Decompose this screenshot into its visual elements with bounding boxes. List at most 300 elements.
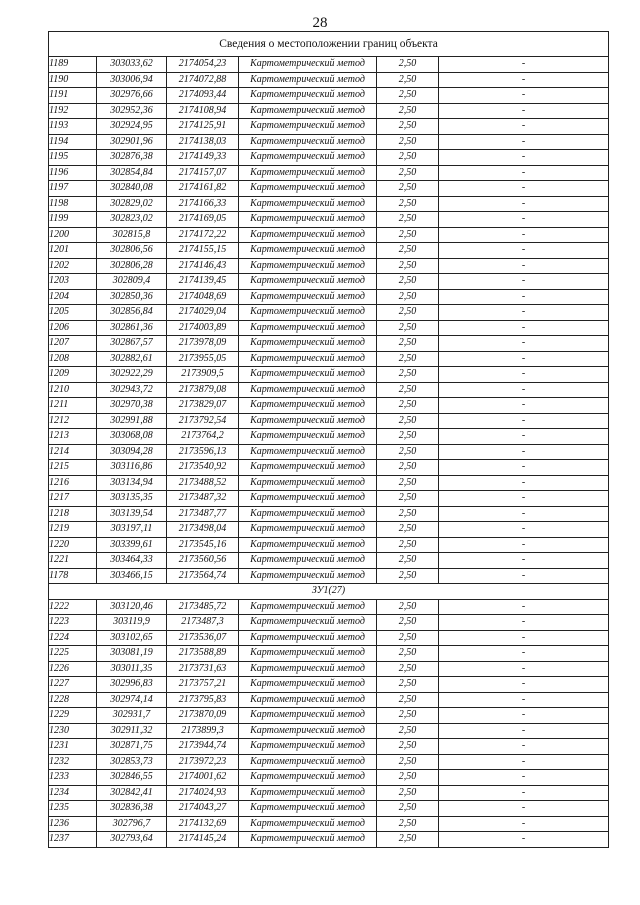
point-number-cell: 1214 [49, 444, 97, 460]
point-number-cell: 1230 [49, 723, 97, 739]
table-row [49, 103, 609, 119]
description-cell: - [439, 754, 609, 770]
table-row [49, 258, 609, 274]
y-coordinate-cell: 2173792,54 [167, 413, 239, 429]
method-cell: Картометрический метод [239, 88, 377, 104]
method-cell: Картометрический метод [239, 630, 377, 646]
description-cell: - [439, 568, 609, 584]
accuracy-cell: 2,50 [377, 444, 439, 460]
table-row [49, 212, 609, 228]
y-coordinate-cell: 2173955,05 [167, 351, 239, 367]
accuracy-cell: 2,50 [377, 770, 439, 786]
x-coordinate-cell: 302871,75 [97, 739, 167, 755]
x-coordinate-cell: 303006,94 [97, 72, 167, 88]
accuracy-cell: 2,50 [377, 382, 439, 398]
accuracy-cell: 2,50 [377, 723, 439, 739]
method-cell: Картометрический метод [239, 832, 377, 848]
accuracy-cell: 2,50 [377, 351, 439, 367]
y-coordinate-cell: 2173487,3 [167, 615, 239, 631]
y-coordinate-cell: 2173487,32 [167, 491, 239, 507]
accuracy-cell: 2,50 [377, 568, 439, 584]
method-cell: Картометрический метод [239, 103, 377, 119]
y-coordinate-cell: 2174169,05 [167, 212, 239, 228]
point-number-cell: 1210 [49, 382, 97, 398]
x-coordinate-cell: 302924,95 [97, 119, 167, 135]
y-coordinate-cell: 2173487,77 [167, 506, 239, 522]
method-cell: Картометрический метод [239, 785, 377, 801]
table-row [49, 661, 609, 677]
point-number-cell: 1217 [49, 491, 97, 507]
method-cell: Картометрический метод [239, 723, 377, 739]
accuracy-cell: 2,50 [377, 227, 439, 243]
method-cell: Картометрический метод [239, 150, 377, 166]
description-cell: - [439, 801, 609, 817]
point-number-cell: 1201 [49, 243, 97, 259]
method-cell: Картометрический метод [239, 599, 377, 615]
accuracy-cell: 2,50 [377, 119, 439, 135]
accuracy-cell: 2,50 [377, 274, 439, 290]
table-row [49, 739, 609, 755]
x-coordinate-cell: 302846,55 [97, 770, 167, 786]
y-coordinate-cell: 2174024,93 [167, 785, 239, 801]
table-row [49, 57, 609, 73]
description-cell: - [439, 723, 609, 739]
accuracy-cell: 2,50 [377, 243, 439, 259]
x-coordinate-cell: 302815,8 [97, 227, 167, 243]
description-cell: - [439, 258, 609, 274]
x-coordinate-cell: 302952,36 [97, 103, 167, 119]
method-cell: Картометрический метод [239, 382, 377, 398]
x-coordinate-cell: 303135,35 [97, 491, 167, 507]
y-coordinate-cell: 2173909,5 [167, 367, 239, 383]
accuracy-cell: 2,50 [377, 708, 439, 724]
accuracy-cell: 2,50 [377, 103, 439, 119]
x-coordinate-cell: 302806,56 [97, 243, 167, 259]
y-coordinate-cell: 2174029,04 [167, 305, 239, 321]
y-coordinate-cell: 2173588,89 [167, 646, 239, 662]
description-cell: - [439, 289, 609, 305]
point-number-cell: 1195 [49, 150, 97, 166]
method-cell: Картометрический метод [239, 568, 377, 584]
method-cell: Картометрический метод [239, 677, 377, 693]
x-coordinate-cell: 303116,86 [97, 460, 167, 476]
y-coordinate-cell: 2174166,33 [167, 196, 239, 212]
y-coordinate-cell: 2173560,56 [167, 553, 239, 569]
table-row [49, 88, 609, 104]
y-coordinate-cell: 2174145,24 [167, 832, 239, 848]
point-number-cell: 1208 [49, 351, 97, 367]
table-row [49, 413, 609, 429]
description-cell: - [439, 72, 609, 88]
table-row [49, 196, 609, 212]
table-row [49, 785, 609, 801]
x-coordinate-cell: 302850,36 [97, 289, 167, 305]
method-cell: Картометрический метод [239, 289, 377, 305]
y-coordinate-cell: 2174043,27 [167, 801, 239, 817]
description-cell: - [439, 816, 609, 832]
description-cell: - [439, 599, 609, 615]
accuracy-cell: 2,50 [377, 196, 439, 212]
accuracy-cell: 2,50 [377, 661, 439, 677]
table-row [49, 537, 609, 553]
description-cell: - [439, 413, 609, 429]
point-number-cell: 1223 [49, 615, 97, 631]
table-row [49, 630, 609, 646]
accuracy-cell: 2,50 [377, 367, 439, 383]
x-coordinate-cell: 302970,38 [97, 398, 167, 414]
table-row [49, 227, 609, 243]
accuracy-cell: 2,50 [377, 258, 439, 274]
method-cell: Картометрический метод [239, 134, 377, 150]
description-cell: - [439, 181, 609, 197]
method-cell: Картометрический метод [239, 475, 377, 491]
accuracy-cell: 2,50 [377, 832, 439, 848]
method-cell: Картометрический метод [239, 57, 377, 73]
table-row [49, 708, 609, 724]
x-coordinate-cell: 302823,02 [97, 212, 167, 228]
table-row [49, 119, 609, 135]
table-row [49, 181, 609, 197]
x-coordinate-cell: 302943,72 [97, 382, 167, 398]
x-coordinate-cell: 302867,57 [97, 336, 167, 352]
point-number-cell: 1219 [49, 522, 97, 538]
y-coordinate-cell: 2174146,43 [167, 258, 239, 274]
table-row [49, 429, 609, 445]
method-cell: Картометрический метод [239, 816, 377, 832]
y-coordinate-cell: 2173485,72 [167, 599, 239, 615]
point-number-cell: 1190 [49, 72, 97, 88]
x-coordinate-cell: 303466,15 [97, 568, 167, 584]
y-coordinate-cell: 2174161,82 [167, 181, 239, 197]
y-coordinate-cell: 2174108,94 [167, 103, 239, 119]
method-cell: Картометрический метод [239, 119, 377, 135]
table-row [49, 382, 609, 398]
method-cell: Картометрический метод [239, 243, 377, 259]
accuracy-cell: 2,50 [377, 212, 439, 228]
description-cell: - [439, 661, 609, 677]
y-coordinate-cell: 2173764,2 [167, 429, 239, 445]
method-cell: Картометрический метод [239, 212, 377, 228]
table-title-row [49, 32, 609, 57]
point-number-cell: 1191 [49, 88, 97, 104]
description-cell: - [439, 832, 609, 848]
point-number-cell: 1209 [49, 367, 97, 383]
method-cell: Картометрический метод [239, 398, 377, 414]
accuracy-cell: 2,50 [377, 475, 439, 491]
point-number-cell: 1178 [49, 568, 97, 584]
method-cell: Картометрический метод [239, 305, 377, 321]
table-row [49, 677, 609, 693]
y-coordinate-cell: 2174172,22 [167, 227, 239, 243]
table-row [49, 770, 609, 786]
y-coordinate-cell: 2173829,07 [167, 398, 239, 414]
x-coordinate-cell: 303094,28 [97, 444, 167, 460]
description-cell: - [439, 382, 609, 398]
point-number-cell: 1227 [49, 677, 97, 693]
y-coordinate-cell: 2174054,23 [167, 57, 239, 73]
table-row [49, 801, 609, 817]
point-number-cell: 1212 [49, 413, 97, 429]
y-coordinate-cell: 2174155,15 [167, 243, 239, 259]
method-cell: Картометрический метод [239, 258, 377, 274]
accuracy-cell: 2,50 [377, 305, 439, 321]
method-cell: Картометрический метод [239, 72, 377, 88]
x-coordinate-cell: 302922,29 [97, 367, 167, 383]
description-cell: - [439, 646, 609, 662]
method-cell: Картометрический метод [239, 708, 377, 724]
table-row [49, 165, 609, 181]
accuracy-cell: 2,50 [377, 506, 439, 522]
description-cell: - [439, 367, 609, 383]
description-cell: - [439, 196, 609, 212]
point-number-cell: 1225 [49, 646, 97, 662]
method-cell: Картометрический метод [239, 336, 377, 352]
accuracy-cell: 2,50 [377, 57, 439, 73]
point-number-cell: 1222 [49, 599, 97, 615]
point-number-cell: 1192 [49, 103, 97, 119]
x-coordinate-cell: 302829,02 [97, 196, 167, 212]
y-coordinate-cell: 2173795,83 [167, 692, 239, 708]
x-coordinate-cell: 303464,33 [97, 553, 167, 569]
accuracy-cell: 2,50 [377, 801, 439, 817]
description-cell: - [439, 165, 609, 181]
x-coordinate-cell: 302809,4 [97, 274, 167, 290]
accuracy-cell: 2,50 [377, 413, 439, 429]
method-cell: Картометрический метод [239, 196, 377, 212]
x-coordinate-cell: 302991,88 [97, 413, 167, 429]
description-cell: - [439, 537, 609, 553]
table-row [49, 754, 609, 770]
table-row [49, 274, 609, 290]
method-cell: Картометрический метод [239, 754, 377, 770]
point-number-cell: 1221 [49, 553, 97, 569]
method-cell: Картометрический метод [239, 367, 377, 383]
x-coordinate-cell: 302901,96 [97, 134, 167, 150]
description-cell: - [439, 227, 609, 243]
x-coordinate-cell: 302793,64 [97, 832, 167, 848]
y-coordinate-cell: 2174003,89 [167, 320, 239, 336]
method-cell: Картометрический метод [239, 491, 377, 507]
x-coordinate-cell: 302976,66 [97, 88, 167, 104]
accuracy-cell: 2,50 [377, 88, 439, 104]
method-cell: Картометрический метод [239, 522, 377, 538]
accuracy-cell: 2,50 [377, 615, 439, 631]
description-cell: - [439, 274, 609, 290]
accuracy-cell: 2,50 [377, 646, 439, 662]
description-cell: - [439, 770, 609, 786]
table-row [49, 615, 609, 631]
point-number-cell: 1189 [49, 57, 97, 73]
description-cell: - [439, 692, 609, 708]
x-coordinate-cell: 303134,94 [97, 475, 167, 491]
description-cell: - [439, 785, 609, 801]
boundary-coordinates-table [48, 31, 609, 848]
point-number-cell: 1205 [49, 305, 97, 321]
accuracy-cell: 2,50 [377, 429, 439, 445]
y-coordinate-cell: 2173731,63 [167, 661, 239, 677]
point-number-cell: 1193 [49, 119, 97, 135]
x-coordinate-cell: 302836,38 [97, 801, 167, 817]
accuracy-cell: 2,50 [377, 165, 439, 181]
description-cell: - [439, 630, 609, 646]
table-row [49, 134, 609, 150]
x-coordinate-cell: 302840,08 [97, 181, 167, 197]
x-coordinate-cell: 302796,7 [97, 816, 167, 832]
x-coordinate-cell: 302876,38 [97, 150, 167, 166]
accuracy-cell: 2,50 [377, 630, 439, 646]
x-coordinate-cell: 302911,32 [97, 723, 167, 739]
x-coordinate-cell: 303068,08 [97, 429, 167, 445]
method-cell: Картометрический метод [239, 801, 377, 817]
description-cell: - [439, 212, 609, 228]
method-cell: Картометрический метод [239, 413, 377, 429]
y-coordinate-cell: 2173870,09 [167, 708, 239, 724]
point-number-cell: 1228 [49, 692, 97, 708]
description-cell: - [439, 677, 609, 693]
x-coordinate-cell: 302974,14 [97, 692, 167, 708]
x-coordinate-cell: 302806,28 [97, 258, 167, 274]
method-cell: Картометрический метод [239, 460, 377, 476]
y-coordinate-cell: 2174001,62 [167, 770, 239, 786]
point-number-cell: 1237 [49, 832, 97, 848]
point-number-cell: 1200 [49, 227, 97, 243]
point-number-cell: 1203 [49, 274, 97, 290]
x-coordinate-cell: 303081,19 [97, 646, 167, 662]
y-coordinate-cell: 2173564,74 [167, 568, 239, 584]
description-cell: - [439, 320, 609, 336]
method-cell: Картометрический метод [239, 444, 377, 460]
y-coordinate-cell: 2174138,03 [167, 134, 239, 150]
description-cell: - [439, 57, 609, 73]
table-row [49, 243, 609, 259]
description-cell: - [439, 739, 609, 755]
table-row [49, 367, 609, 383]
table-row [49, 398, 609, 414]
y-coordinate-cell: 2174072,88 [167, 72, 239, 88]
method-cell: Картометрический метод [239, 181, 377, 197]
description-cell: - [439, 491, 609, 507]
table-row [49, 816, 609, 832]
point-number-cell: 1197 [49, 181, 97, 197]
y-coordinate-cell: 2174149,33 [167, 150, 239, 166]
y-coordinate-cell: 2173540,92 [167, 460, 239, 476]
table-row [49, 506, 609, 522]
accuracy-cell: 2,50 [377, 181, 439, 197]
x-coordinate-cell: 302996,83 [97, 677, 167, 693]
method-cell: Картометрический метод [239, 320, 377, 336]
y-coordinate-cell: 2173879,08 [167, 382, 239, 398]
description-cell: - [439, 243, 609, 259]
table-row [49, 150, 609, 166]
accuracy-cell: 2,50 [377, 289, 439, 305]
method-cell: Картометрический метод [239, 351, 377, 367]
method-cell: Картометрический метод [239, 739, 377, 755]
description-cell: - [439, 615, 609, 631]
table-row [49, 289, 609, 305]
accuracy-cell: 2,50 [377, 320, 439, 336]
point-number-cell: 1234 [49, 785, 97, 801]
table-row [49, 568, 609, 584]
accuracy-cell: 2,50 [377, 134, 439, 150]
accuracy-cell: 2,50 [377, 739, 439, 755]
y-coordinate-cell: 2174139,45 [167, 274, 239, 290]
method-cell: Картометрический метод [239, 770, 377, 786]
point-number-cell: 1196 [49, 165, 97, 181]
description-cell: - [439, 88, 609, 104]
y-coordinate-cell: 2174093,44 [167, 88, 239, 104]
y-coordinate-cell: 2173978,09 [167, 336, 239, 352]
accuracy-cell: 2,50 [377, 677, 439, 693]
description-cell: - [439, 522, 609, 538]
y-coordinate-cell: 2174157,07 [167, 165, 239, 181]
accuracy-cell: 2,50 [377, 398, 439, 414]
point-number-cell: 1220 [49, 537, 97, 553]
table-row [49, 305, 609, 321]
description-cell: - [439, 708, 609, 724]
x-coordinate-cell: 302854,84 [97, 165, 167, 181]
y-coordinate-cell: 2173545,16 [167, 537, 239, 553]
table-row [49, 692, 609, 708]
accuracy-cell: 2,50 [377, 692, 439, 708]
y-coordinate-cell: 2174125,91 [167, 119, 239, 135]
accuracy-cell: 2,50 [377, 599, 439, 615]
x-coordinate-cell: 303120,46 [97, 599, 167, 615]
point-number-cell: 1207 [49, 336, 97, 352]
section-label: ЗУ1(27) [49, 584, 609, 600]
accuracy-cell: 2,50 [377, 491, 439, 507]
table-row [49, 646, 609, 662]
x-coordinate-cell: 303197,11 [97, 522, 167, 538]
point-number-cell: 1213 [49, 429, 97, 445]
y-coordinate-cell: 2174048,69 [167, 289, 239, 305]
y-coordinate-cell: 2173972,23 [167, 754, 239, 770]
description-cell: - [439, 553, 609, 569]
method-cell: Картометрический метод [239, 274, 377, 290]
accuracy-cell: 2,50 [377, 553, 439, 569]
y-coordinate-cell: 2173757,21 [167, 677, 239, 693]
table-row [49, 475, 609, 491]
x-coordinate-cell: 302882,61 [97, 351, 167, 367]
x-coordinate-cell: 303033,62 [97, 57, 167, 73]
table-row [49, 522, 609, 538]
page-number: 28 [312, 15, 328, 31]
point-number-cell: 1199 [49, 212, 97, 228]
method-cell: Картометрический метод [239, 646, 377, 662]
x-coordinate-cell: 302853,73 [97, 754, 167, 770]
y-coordinate-cell: 2173596,13 [167, 444, 239, 460]
point-number-cell: 1233 [49, 770, 97, 786]
point-number-cell: 1224 [49, 630, 97, 646]
point-number-cell: 1215 [49, 460, 97, 476]
accuracy-cell: 2,50 [377, 785, 439, 801]
point-number-cell: 1202 [49, 258, 97, 274]
description-cell: - [439, 460, 609, 476]
y-coordinate-cell: 2173498,04 [167, 522, 239, 538]
point-number-cell: 1232 [49, 754, 97, 770]
table-row [49, 336, 609, 352]
point-number-cell: 1211 [49, 398, 97, 414]
accuracy-cell: 2,50 [377, 816, 439, 832]
point-number-cell: 1194 [49, 134, 97, 150]
accuracy-cell: 2,50 [377, 754, 439, 770]
x-coordinate-cell: 303119,9 [97, 615, 167, 631]
x-coordinate-cell: 302931,7 [97, 708, 167, 724]
method-cell: Картометрический метод [239, 506, 377, 522]
description-cell: - [439, 444, 609, 460]
table-row [49, 491, 609, 507]
x-coordinate-cell: 302842,41 [97, 785, 167, 801]
point-number-cell: 1229 [49, 708, 97, 724]
